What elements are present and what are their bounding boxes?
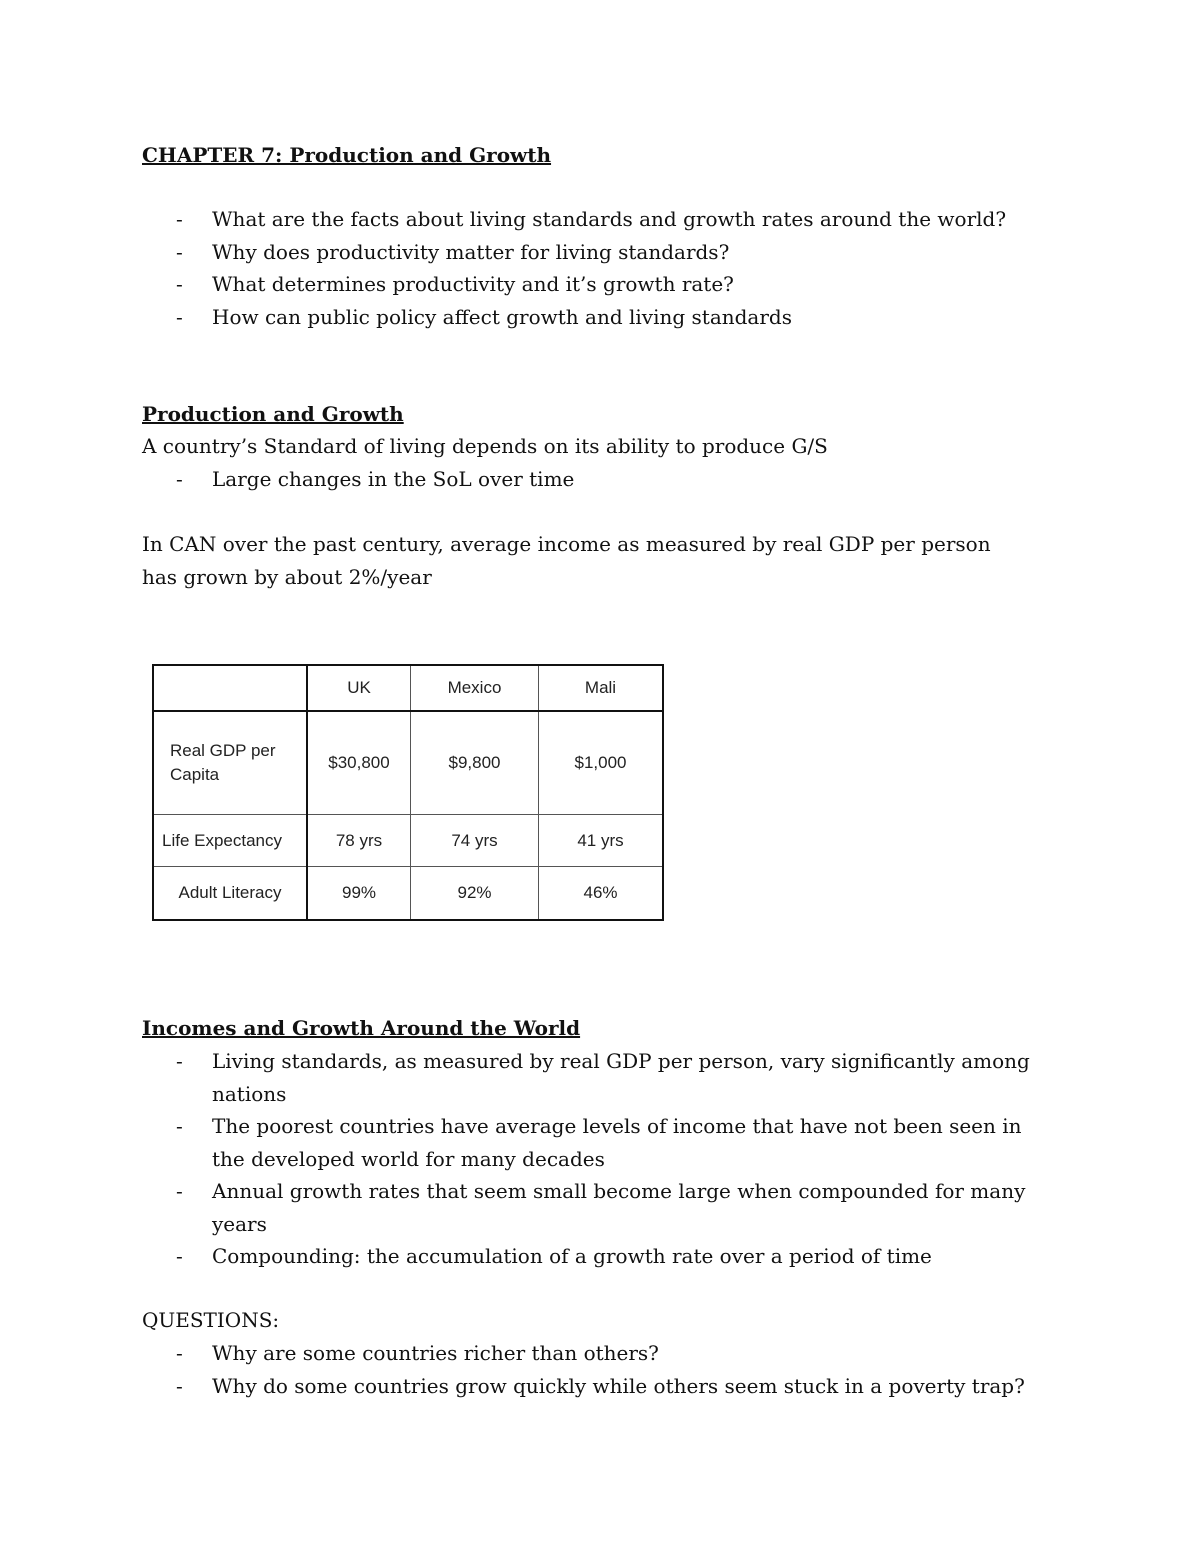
table-cell: 92%: [411, 867, 539, 920]
table-row: [153, 867, 663, 920]
table-cell: 74 yrs: [411, 814, 539, 866]
bullet-dash: -: [176, 1179, 183, 1203]
list-item: - Compounding: the accumulation of a growth rate over a period of time: [142, 1240, 1052, 1273]
bullet-dash: -: [176, 1341, 183, 1365]
production-paragraph: A country’s Standard of living depends on its ability to produce G/S: [142, 434, 828, 458]
table-corner-cell: [153, 665, 307, 711]
list-item: - What determines productivity and it’s growth rate?: [142, 268, 1062, 301]
bullet-dash: -: [176, 304, 183, 329]
bullet-dash: -: [176, 239, 183, 264]
list-item: - Large changes in the SoL over time: [142, 463, 1062, 496]
table-cell: $9,800: [411, 711, 539, 814]
list-item: - Why are some countries richer than others?: [142, 1337, 1062, 1370]
list-item: - Living standards, as measured by real GDP per person, vary significantly among nations: [142, 1045, 1052, 1110]
row-label: Real GDP per Capita: [153, 711, 307, 814]
list-item: - How can public policy affect growth and living standards: [142, 301, 1062, 334]
table-row: [153, 814, 663, 866]
list-item: - The poorest countries have average levels of income that have not been seen in the developed world for many decades: [142, 1110, 1052, 1175]
section-heading-incomes: Incomes and Growth Around the World: [142, 1016, 581, 1040]
intro-question-list: [142, 203, 1062, 333]
bullet-dash: -: [176, 1114, 183, 1138]
incomes-bullet-list: [142, 1045, 1052, 1273]
bullet-dash: -: [176, 1049, 183, 1073]
table-cell: 46%: [539, 867, 664, 920]
table-row: [153, 711, 663, 814]
list-item: - What are the facts about living standards and growth rates around the world?: [142, 203, 1062, 236]
column-header-mexico: Mexico: [411, 665, 539, 711]
table-cell: $30,800: [307, 711, 411, 814]
bullet-dash: -: [176, 467, 183, 491]
column-header-mali: Mali: [539, 665, 664, 711]
column-header-uk: UK: [307, 665, 411, 711]
section-heading-production: Production and Growth: [142, 402, 404, 426]
questions-bullet-list: [142, 1337, 1062, 1402]
canada-growth-paragraph: In CAN over the past century, average income as measured by real GDP per person has grown by about 2%/year: [142, 532, 991, 589]
bullet-dash: -: [176, 1373, 183, 1398]
bullet-dash: -: [176, 272, 183, 296]
bullet-dash: -: [176, 207, 183, 231]
questions-heading: QUESTIONS:: [142, 1308, 280, 1332]
table-header-row: [153, 665, 663, 711]
chapter-title: CHAPTER 7: Production and Growth: [142, 143, 552, 167]
living-standards-table: [152, 664, 664, 921]
table-cell: 99%: [307, 867, 411, 920]
row-label: Life Expectancy: [153, 814, 307, 866]
table-cell: $1,000: [539, 711, 664, 814]
list-item: - Annual growth rates that seem small become large when compounded for many years: [142, 1175, 1052, 1240]
table-cell: 78 yrs: [307, 814, 411, 866]
list-item: - Why do some countries grow quickly while others seem stuck in a poverty trap?: [142, 1370, 1062, 1403]
table-cell: 41 yrs: [539, 814, 664, 866]
list-item: - Why does productivity matter for living standards?: [142, 236, 1062, 269]
production-bullet-list: [142, 463, 1062, 496]
bullet-dash: -: [176, 1244, 183, 1268]
row-label: Adult Literacy: [153, 867, 307, 920]
